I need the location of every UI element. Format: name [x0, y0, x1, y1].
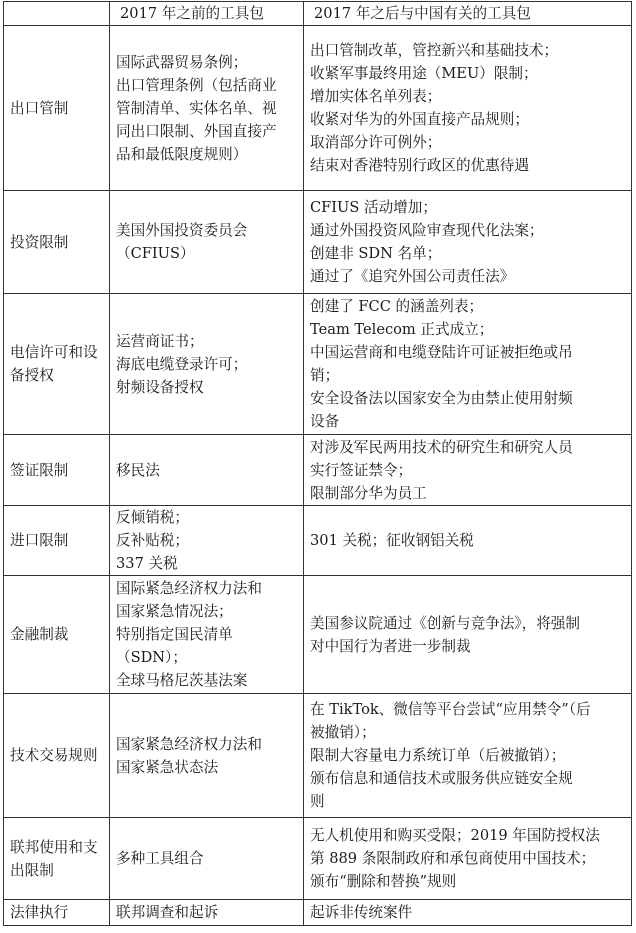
- toolkit-comparison-table: [3, 1, 632, 926]
- table-row-law-enforcement: [4, 900, 632, 926]
- table-row-federal-use: [4, 818, 632, 900]
- table-row-investment: [4, 191, 632, 294]
- post-2017-cell: 无人机使用和购买受限；2019 年国防授权法 第 889 条限制政府和承包商使用中国技术； 颁布“删除和替换”规则: [304, 818, 632, 900]
- post-2017-cell: 美国参议院通过《创新与竞争法》，将强制 对中国行为者进一步制裁: [304, 576, 632, 694]
- category-cell: 投资限制: [4, 191, 110, 294]
- table-row-visa: [4, 435, 632, 506]
- pre-2017-cell: 联邦调查和起诉: [110, 900, 304, 926]
- category-cell: 法律执行: [4, 900, 110, 926]
- pre-2017-cell: 多种工具组合: [110, 818, 304, 900]
- pre-2017-cell: 移民法: [110, 435, 304, 506]
- table-row-import: [4, 506, 632, 576]
- pre-2017-cell: 国际紧急经济权力法和 国家紧急情况法； 特别指定国民清单 （SDN）； 全球马格尼茨基法案: [110, 576, 304, 694]
- post-2017-cell: 在 TikTok、微信等平台尝试“应用禁令”（后 被撤销）； 限制大容量电力系统订单（后被撤销）； 颁布信息和通信技术或服务供应链安全规 则: [304, 694, 632, 818]
- post-2017-cell: 301 关税；征收钢铝关税: [304, 506, 632, 576]
- category-cell: 进口限制: [4, 506, 110, 576]
- category-cell: 电信许可和设备授权: [4, 294, 110, 435]
- post-2017-cell: 出口管制改革，管控新兴和基础技术； 收紧军事最终用途（MEU）限制； 增加实体名单列表； 收紧对华为的外国直接产品规则； 取消部分许可例外； 结束对香港特别行政区的优惠待遇: [304, 26, 632, 191]
- table-row-tech-transaction: [4, 694, 632, 818]
- pre-2017-cell: 美国外国投资委员会 （CFIUS）: [110, 191, 304, 294]
- header-pre-2017: 2017 年之前的工具包: [110, 2, 304, 26]
- header-category: [4, 2, 110, 26]
- post-2017-cell: 对涉及军民两用技术的研究生和研究人员 实行签证禁令； 限制部分华为员工: [304, 435, 632, 506]
- post-2017-cell: 创建了 FCC 的涵盖列表； Team Telecom 正式成立； 中国运营商和电缆登陆许可证被拒绝或吊 销； 安全设备法以国家安全为由禁止使用射频 设备: [304, 294, 632, 435]
- post-2017-cell: 起诉非传统案件: [304, 900, 632, 926]
- category-cell: 技术交易规则: [4, 694, 110, 818]
- category-cell: 签证限制: [4, 435, 110, 506]
- table-row-financial: [4, 576, 632, 694]
- table-row-export-control: [4, 26, 632, 191]
- pre-2017-cell: 反倾销税； 反补贴税； 337 关税: [110, 506, 304, 576]
- table-header-row: [4, 2, 632, 26]
- category-cell: 金融制裁: [4, 576, 110, 694]
- table-row-telecom: [4, 294, 632, 435]
- pre-2017-cell: 国家紧急经济权力法和 国家紧急状态法: [110, 694, 304, 818]
- category-cell: 联邦使用和支出限制: [4, 818, 110, 900]
- post-2017-cell: CFIUS 活动增加； 通过外国投资风险审查现代化法案； 创建非 SDN 名单； 通过了《追究外国公司责任法》: [304, 191, 632, 294]
- pre-2017-cell: 国际武器贸易条例； 出口管理条例（包括商业 管制清单、实体名单、视 同出口限制、外国直接产 品和最低限度规则）: [110, 26, 304, 191]
- category-cell: 出口管制: [4, 26, 110, 191]
- header-post-2017: 2017 年之后与中国有关的工具包: [304, 2, 632, 26]
- pre-2017-cell: 运营商证书； 海底电缆登录许可； 射频设备授权: [110, 294, 304, 435]
